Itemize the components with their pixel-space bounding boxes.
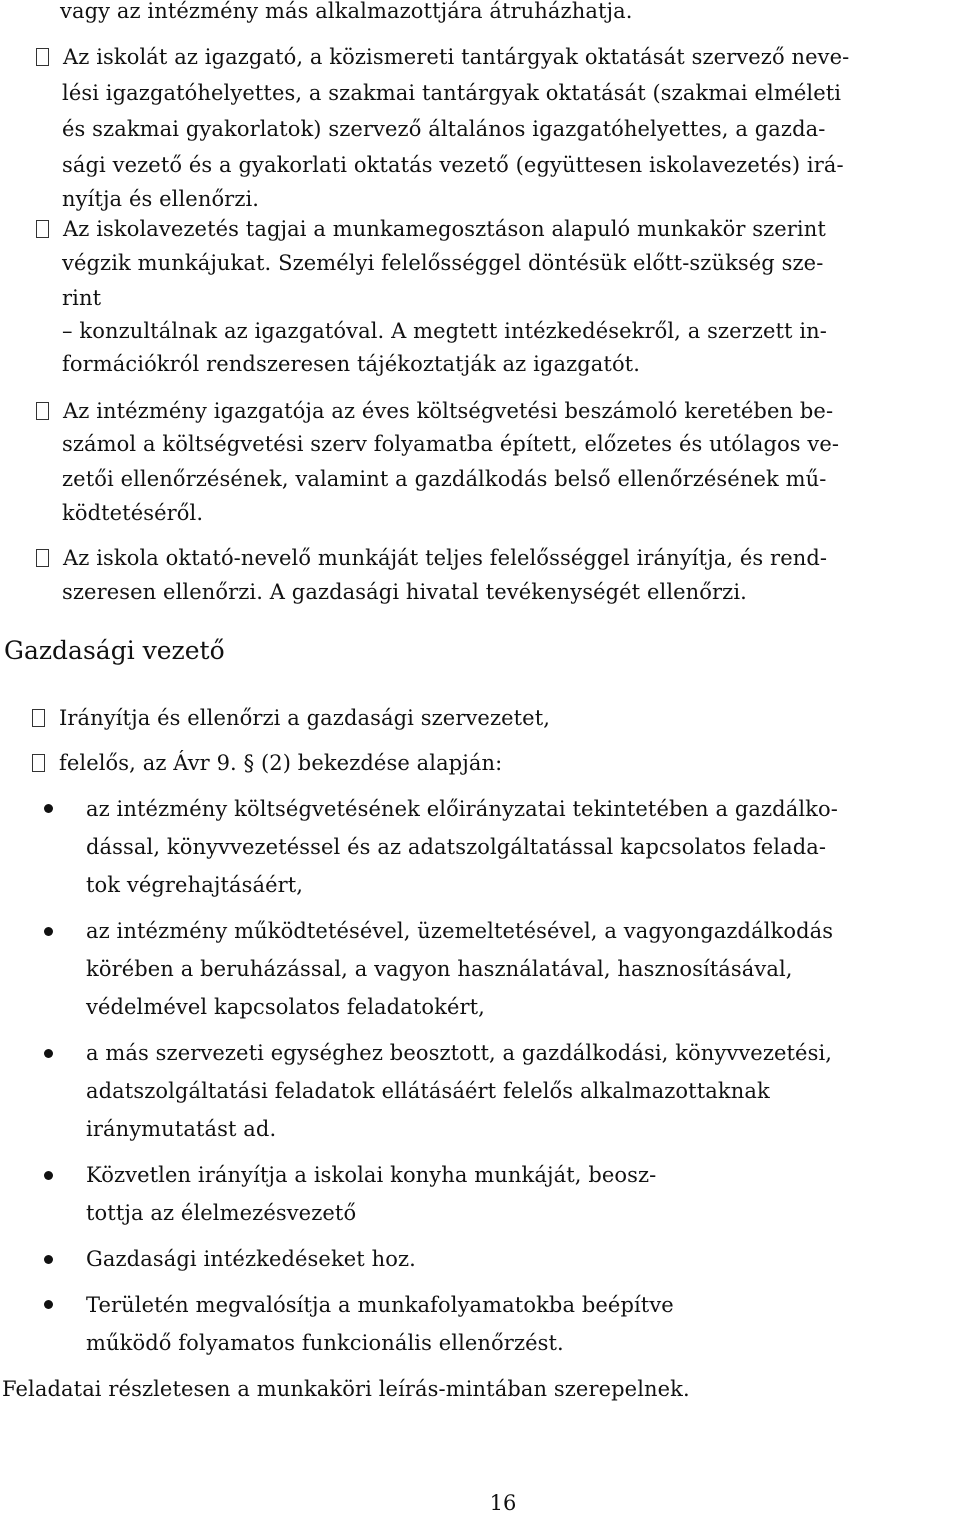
leadership-line-4: sági vezető és a gyakorlati oktatás vezető (együttesen iskolavezetés) irá- [62, 153, 844, 177]
leadership-line-2: lési igazgatóhelyettes, a szakmai tantárgyak oktatását (szakmai elméleti [62, 81, 842, 105]
bullet-4-line-1: Közvetlen irányítja a iskolai konyha munkáját, beosz- [86, 1163, 657, 1187]
budget-line-3: zetői ellenőrzésének, valamint a gazdálkodás belső ellenőrzésének mű- [62, 467, 827, 491]
box-item-1 [32, 705, 550, 731]
box-item-2-text: felelős, az Ávr 9. § (2) bekezdése alapján: [59, 751, 503, 775]
bullet-6-line-2: működő folyamatos funkcionális ellenőrzést. [86, 1331, 564, 1355]
bullet-4-line-2: tottja az élelmezésvezető [86, 1201, 357, 1225]
bullet-2-line-3: védelmével kapcsolatos feladatokért, [86, 995, 485, 1019]
members-text-1: Az iskolavezetés tagjai a munkamegosztáson alapuló munkakör szerint [63, 217, 826, 241]
bullet-dot-icon [44, 1049, 53, 1058]
bullet-dot-icon [44, 1255, 53, 1264]
budget-text-1: Az intézmény igazgatója az éves költségvetési beszámoló keretében be- [63, 399, 834, 423]
bullet-1-line-2: dással, könyvvezetéssel és az adatszolgáltatással kapcsolatos felada- [86, 835, 827, 859]
checkbox-marker-icon [36, 220, 49, 238]
bullet-2-line-1: az intézmény működtetésével, üzemeltetésével, a vagyongazdálkodás [86, 919, 834, 943]
bullet-dot-icon [44, 804, 53, 813]
bullet-5-line-1: Gazdasági intézkedéseket hoz. [86, 1247, 416, 1271]
members-line-3: rint [62, 286, 102, 310]
budget-line-2: számol a költségvetési szerv folyamatba épített, előzetes és utólagos ve- [62, 432, 840, 456]
leadership-line-5: nyítja és ellenőrzi. [62, 187, 260, 211]
bullet-dot-icon [44, 1171, 53, 1180]
budget-line-1 [36, 398, 833, 424]
members-line-5: formációkról rendszeresen tájékoztatják az igazgatót. [62, 352, 641, 376]
bullet-3-line-2: adatszolgáltatási feladatok ellátásáért felelős alkalmazottaknak [86, 1079, 770, 1103]
intro-line: vagy az intézmény más alkalmazottjára átruházhatja. [60, 0, 633, 23]
page-number: 16 [489, 1491, 517, 1515]
bullet-1-line-1: az intézmény költségvetésének előirányzatai tekintetében a gazdálko- [86, 797, 838, 821]
bullet-dot-icon [44, 1300, 53, 1309]
budget-line-4: ködtetéséről. [62, 501, 204, 525]
leadership-line-1 [36, 44, 849, 70]
checkbox-marker-icon [36, 402, 49, 420]
members-line-1 [36, 216, 826, 242]
school-line-2: szeresen ellenőrzi. A gazdasági hivatal tevékenységét ellenőrzi. [62, 580, 747, 604]
checkbox-marker-icon [32, 709, 45, 727]
school-text-1: Az iskola oktató-nevelő munkáját teljes felelősséggel irányítja, és rend- [63, 546, 828, 570]
bullet-dot-icon [44, 927, 53, 936]
school-line-1 [36, 545, 827, 571]
section-heading: Gazdasági vezető [4, 636, 225, 665]
checkbox-marker-icon [36, 48, 49, 66]
box-item-1-text: Irányítja és ellenőrzi a gazdasági szervezetet, [59, 706, 551, 730]
leadership-line-3: és szakmai gyakorlatok) szervező általános igazgatóhelyettes, a gazda- [62, 117, 826, 141]
leadership-text-1: Az iskolát az igazgató, a közismereti tantárgyak oktatását szervező neve- [63, 45, 850, 69]
bullet-2-line-2: körében a beruházással, a vagyon használatával, hasznosításával, [86, 957, 793, 981]
checkbox-marker-icon [32, 754, 45, 772]
members-line-2: végzik munkájukat. Személyi felelősséggel döntésük előtt-szükség sze- [62, 251, 824, 275]
bullet-3-line-1: a más szervezeti egységhez beosztott, a gazdálkodási, könyvvezetési, [86, 1041, 833, 1065]
bullet-3-line-3: iránymutatást ad. [86, 1117, 277, 1141]
closing-line: Feladatai részletesen a munkaköri leírás-mintában szerepelnek. [2, 1377, 690, 1401]
checkbox-marker-icon [36, 549, 49, 567]
bullet-1-line-3: tok végrehajtásáért, [86, 873, 304, 897]
box-item-2 [32, 750, 502, 776]
bullet-6-line-1: Területén megvalósítja a munkafolyamatokba beépítve [86, 1293, 674, 1317]
members-line-4: – konzultálnak az igazgatóval. A megtett intézkedésekről, a szerzett in- [62, 319, 827, 343]
